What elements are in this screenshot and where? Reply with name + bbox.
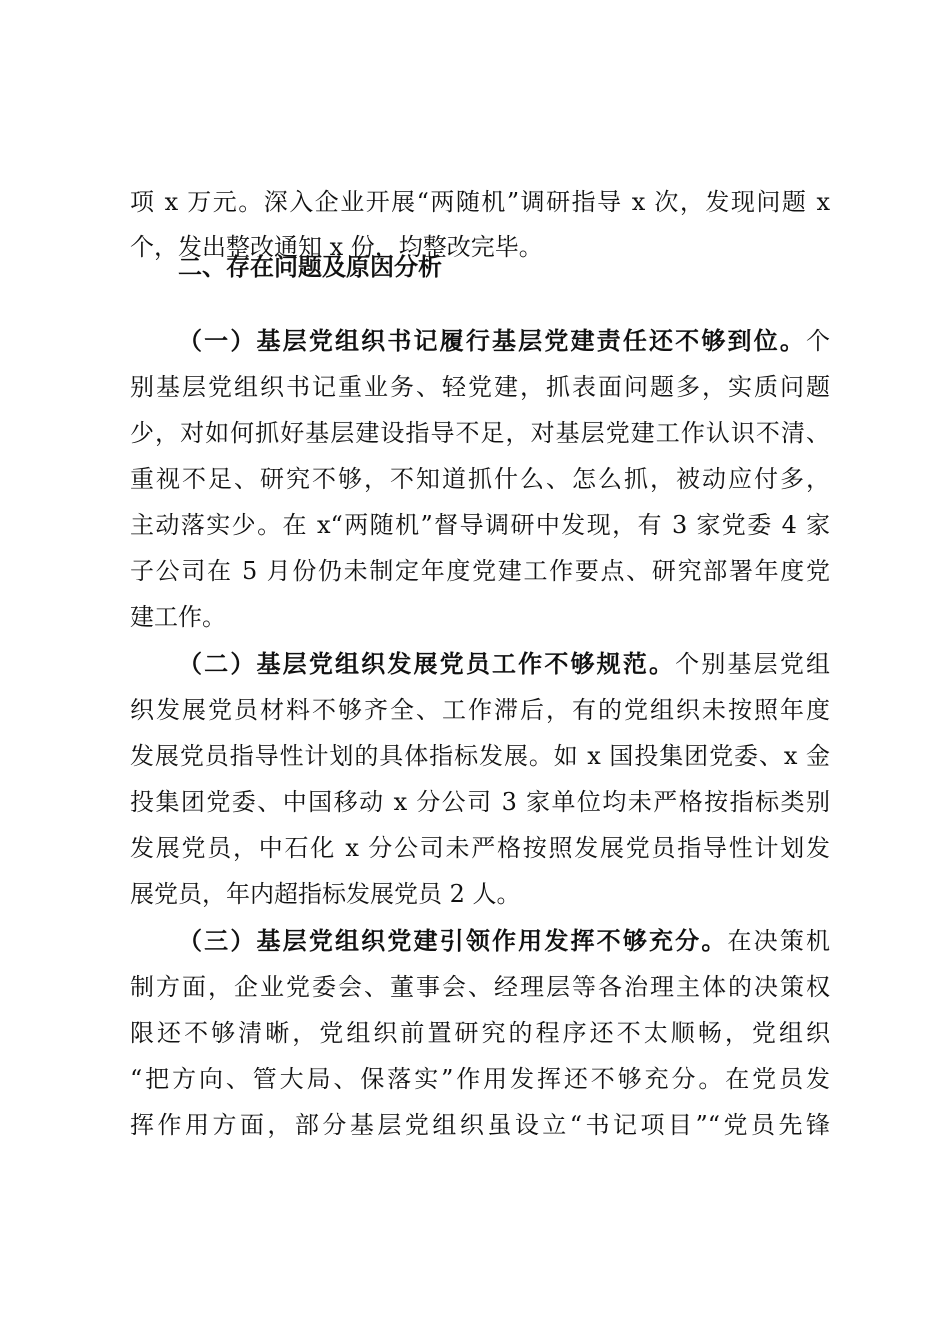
subheading-1: （一）基层党组织书记履行基层党建责任还不够到位。 xyxy=(178,326,806,355)
paragraph-line: 别基层党组织书记重业务、轻党建，抓表面问题多，实质问题 xyxy=(130,373,830,401)
paragraph-line: 主动落实少。在 x“两随机”督导调研中发现，有 3 家党委 4 家 xyxy=(130,511,830,539)
subheading-line-3: （三）基层党组织党建引领作用发挥不够充分。在决策机 xyxy=(178,926,830,955)
paragraph-line: 挥作用方面，部分基层党组织虽设立“书记项目”“党员先锋 xyxy=(130,1111,830,1139)
paragraph-line: 子公司在 5 月份仍未制定年度党建工作要点、研究部署年度党 xyxy=(130,557,830,585)
subheading-2: （二）基层党组织发展党员工作不够规范。 xyxy=(178,649,676,678)
paragraph-line: “把方向、管大局、保落实”作用发挥还不够充分。在党员发 xyxy=(130,1065,830,1093)
paragraph-line: 项 x 万元。深入企业开展“两随机”调研指导 x 次，发现问题 x xyxy=(130,188,830,216)
paragraph-line: 发展党员，中石化 x 分公司未严格按照发展党员指导性计划发 xyxy=(130,834,830,862)
subheading-line-2: （二）基层党组织发展党员工作不够规范。个别基层党组 xyxy=(178,649,831,678)
paragraph-line: 发展党员指导性计划的具体指标发展。如 x 国投集团党委、x 金 xyxy=(130,742,830,770)
paragraph-line: 建工作。 xyxy=(130,603,226,631)
subheading-3: （三）基层党组织党建引领作用发挥不够充分。 xyxy=(178,926,728,955)
paragraph-line: 个，发出整改通知 x 份，均整改完毕。 xyxy=(130,233,543,261)
paragraph-line: 展党员，年内超指标发展党员 2 人。 xyxy=(130,880,521,908)
paragraph-line: 限还不够清晰，党组织前置研究的程序还不太顺畅，党组织 xyxy=(130,1019,830,1047)
paragraph-line: 重视不足、研究不够，不知道抓什么、怎么抓，被动应付多， xyxy=(130,465,830,493)
section-heading-2: 二、存在问题及原因分析 xyxy=(178,253,442,281)
paragraph-line: 织发展党员材料不够齐全、工作滞后，有的党组织未按照年度 xyxy=(130,696,830,724)
paragraph-line: 少，对如何抓好基层建设指导不足，对基层党建工作认识不清、 xyxy=(130,419,830,447)
paragraph-line: 投集团党委、中国移动 x 分公司 3 家单位均未严格按指标类别 xyxy=(130,788,830,816)
subheading-line-1: （一）基层党组织书记履行基层党建责任还不够到位。个 xyxy=(178,326,830,355)
paragraph-line: 制方面，企业党委会、董事会、经理层等各治理主体的决策权 xyxy=(130,973,830,1001)
